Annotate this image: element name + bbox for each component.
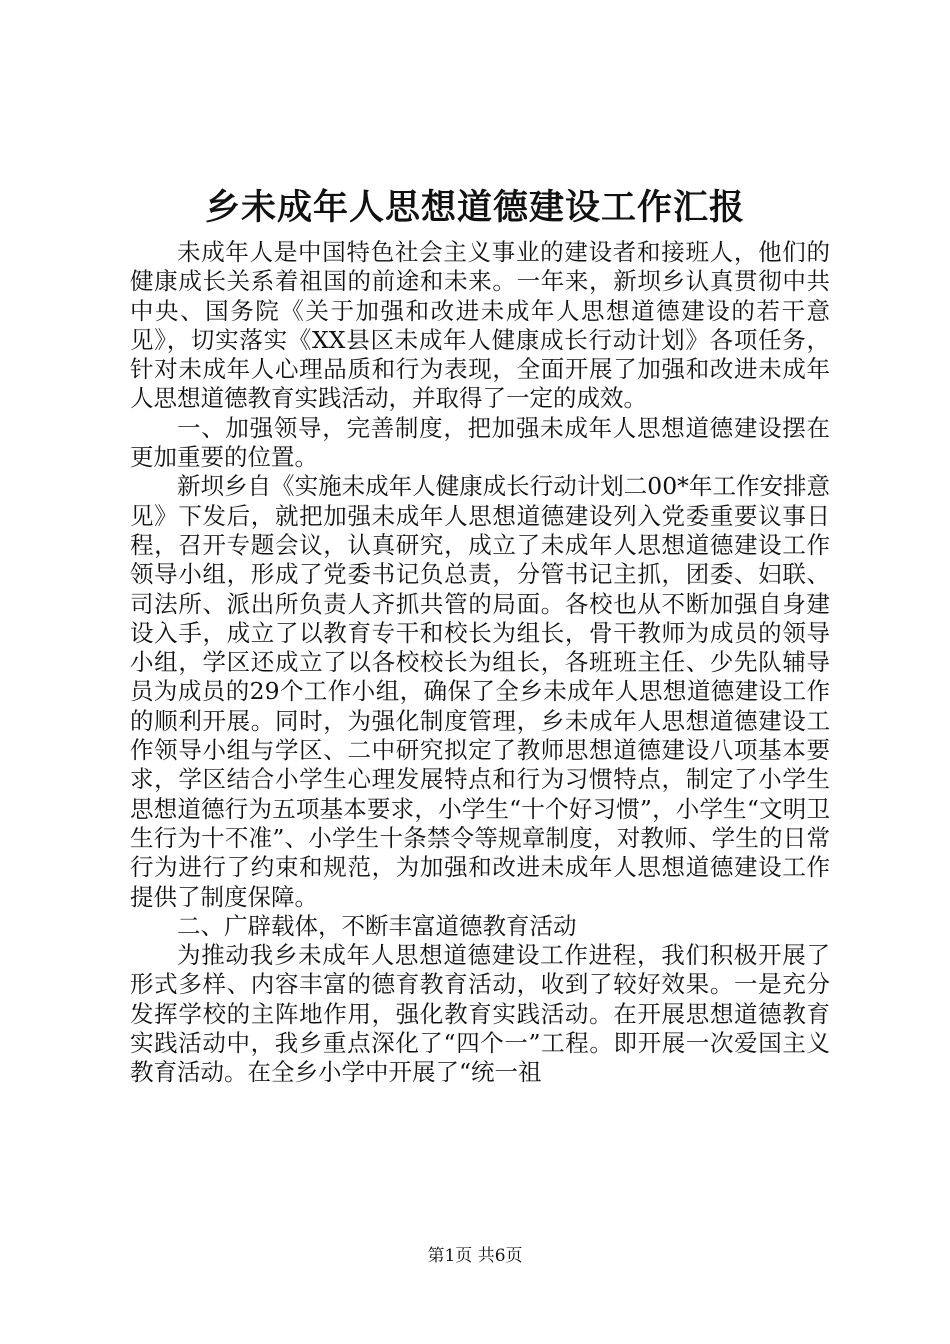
document-body [130, 238, 830, 1088]
page-footer: 第1页 共6页 [427, 1246, 523, 1266]
paragraph-intro: 未成年人是中国特色社会主义事业的建设者和接班人，他们的健康成长关系着祖国的前途和未来。一年来，新坝乡认真贯彻中共中央、国务院《关于加强和改进未成年人思想道德建设的若干意见》，切实落实《XX县区未成年人健康成长行动计划》各项任务，针对未成年人心理品质和行为表现，全面开展了加强和改进未成年人思想道德教育实践活动，并取得了一定的成效。 [130, 238, 830, 413]
paragraph-section-1: 新坝乡自《实施未成年人健康成长行动计划二00*年工作安排意见》下发后，就把加强未成年人思想道德建设列入党委重要议事日程，召开专题会议，认真研究，成立了未成年人思想道德建设工作领导小组，形成了党委书记负总责，分管书记主抓，团委、妇联、司法所、派出所负责人齐抓共管的局面。各校也从不断加强自身建设入手，成立了以教育专干和校长为组长，骨干教师为成员的领导小组，学区还成立了以各校校长为组长，各班班主任、少先队辅导员为成员的29个工作小组，确保了全乡未成年人思想道德建设工作的顺利开展。同时，为强化制度管理，乡未成年人思想道德建设工作领导小组与学区、二中研究拟定了教师思想道德建设八项基本要求，学区结合小学生心理发展特点和行为习惯特点，制定了小学生思想道德行为五项基本要求，小学生“十个好习惯”，小学生“文明卫生行为十不准”、小学生十条禁令等规章制度，对教师、学生的日常行为进行了约束和规范，为加强和改进未成年人思想道德建设工作提供了制度保障。 [130, 472, 830, 911]
paragraph-section-2: 为推动我乡未成年人思想道德建设工作进程，我们积极开展了形式多样、内容丰富的德育教育活动，收到了较好效果。一是充分发挥学校的主阵地作用，强化教育实践活动。在开展思想道德教育实践活动中，我乡重点深化了“四个一”工程。即开展一次爱国主义教育活动。在全乡小学中开展了“统一祖 [130, 941, 830, 1087]
document-title: 乡未成年人思想道德建设工作汇报 [204, 187, 745, 228]
section-heading-1: 一、加强领导，完善制度，把加强未成年人思想道德建设摆在更加重要的位置。 [130, 413, 830, 472]
section-heading-2: 二、广辟载体，不断丰富道德教育活动 [177, 911, 577, 940]
